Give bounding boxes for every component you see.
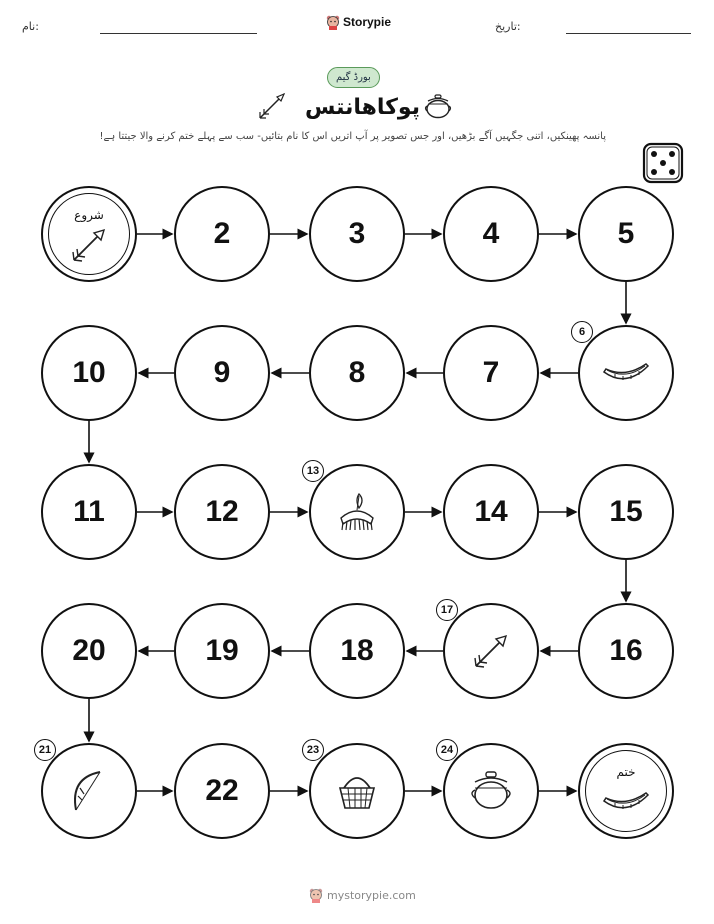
- canoe-icon: [601, 358, 651, 388]
- square-number: 19: [205, 634, 239, 667]
- board-square-18: [309, 603, 405, 699]
- square-number-badge: 21: [34, 739, 56, 761]
- board-square-8: [309, 325, 405, 421]
- board-square-14: [443, 464, 539, 560]
- instructions-text: پانسہ پھینکیں، اتنی جگہیں آگے بڑھیں، اور جس تصویر پر آپ اتریں اس کا نام بتائیں- سب سے پہلے ختم کرنے والا جیتتا ہے!: [99, 131, 606, 142]
- bear-logo-icon: [309, 887, 323, 903]
- square-number: 5: [617, 217, 635, 250]
- square-number-badge: 17: [436, 599, 458, 621]
- board-square-2: [174, 186, 270, 282]
- date-label: تاریخ:: [495, 20, 521, 33]
- finish-label: ختم: [616, 765, 636, 779]
- square-number: 12: [205, 495, 239, 528]
- square-number: 8: [348, 356, 366, 389]
- board-square-13-picture: [309, 464, 405, 560]
- board-square-16: [578, 603, 674, 699]
- board-square-19: [174, 603, 270, 699]
- footer: [309, 887, 416, 903]
- square-number: 9: [213, 356, 231, 389]
- footer-site: mystorypie.com: [327, 888, 416, 902]
- board-square-9: [174, 325, 270, 421]
- square-number: 7: [482, 356, 500, 389]
- board-square-3: [309, 186, 405, 282]
- square-number: 10: [72, 356, 106, 389]
- square-number: 16: [609, 634, 643, 667]
- feather-headdress-icon: [335, 490, 379, 534]
- board-square-21-picture: [41, 743, 137, 839]
- board-game-badge: بورڈ گیم: [327, 67, 380, 88]
- board-square-20: [41, 603, 137, 699]
- board-square-4: [443, 186, 539, 282]
- square-number: 18: [340, 634, 374, 667]
- board-square-23-picture: [309, 743, 405, 839]
- inner-ring: [585, 750, 667, 832]
- square-number-badge: 24: [436, 739, 458, 761]
- square-number: 15: [609, 495, 643, 528]
- board-square-12: [174, 464, 270, 560]
- board-square-24-picture: [443, 743, 539, 839]
- board-square-6-picture: [578, 325, 674, 421]
- square-number-badge: 23: [302, 739, 324, 761]
- square-number: 2: [213, 217, 231, 250]
- start-square: [41, 186, 137, 282]
- square-number-badge: 6: [571, 321, 593, 343]
- bow-icon: [66, 766, 112, 816]
- board-square-15: [578, 464, 674, 560]
- inner-ring: [48, 193, 130, 275]
- brand-name: Storypie: [343, 15, 392, 29]
- board-square-22: [174, 743, 270, 839]
- arrow-icon: [468, 628, 514, 674]
- square-number: 3: [348, 217, 366, 250]
- basket-icon: [334, 768, 380, 814]
- name-label: نام:: [22, 20, 39, 33]
- start-label: شروع: [74, 208, 104, 222]
- square-number: 4: [482, 217, 500, 250]
- finish-square: [578, 743, 674, 839]
- square-number: 11: [73, 495, 105, 528]
- square-number-badge: 13: [302, 460, 324, 482]
- board-square-11: [41, 464, 137, 560]
- board-square-5: [578, 186, 674, 282]
- page-title: پوکاھانتس: [305, 95, 420, 120]
- square-number: 20: [72, 634, 106, 667]
- board-square-10: [41, 325, 137, 421]
- pot-icon: [467, 768, 515, 814]
- board-square-7: [443, 325, 539, 421]
- square-number: 22: [205, 774, 239, 807]
- square-number: 14: [474, 495, 508, 528]
- board-square-17-picture: [443, 603, 539, 699]
